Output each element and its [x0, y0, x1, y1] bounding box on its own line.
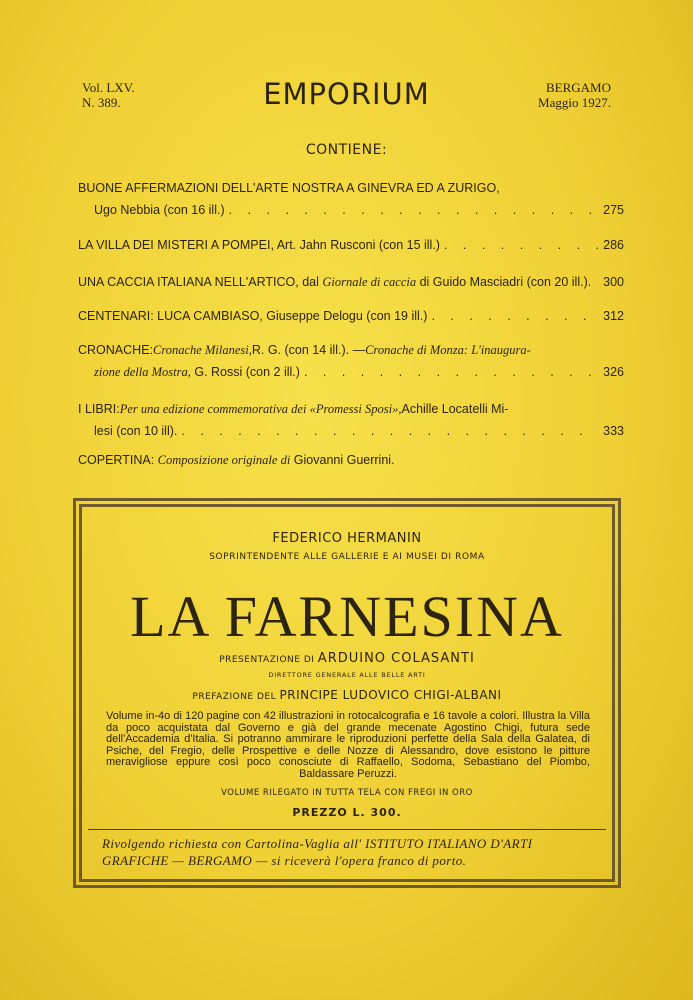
- cover-italic: Composizione originale di: [157, 453, 291, 467]
- cover-label: COPERTINA:: [78, 453, 155, 467]
- volume: Vol. LXV.: [82, 80, 135, 95]
- ad-description: Volume in-4o di 120 pagine con 42 illustrazioni in rotocalcografia e 16 tavole a colori. Illustra la Villa da poco acquistata dal Governo e già del grande mecenate Agostino Chigi, futura sede dell'Accademia d'Italia. Si potranno ammirare le riproduzioni perfette della Sala della Galatea, di Psiche, del Fregio, delle Prospettive e delle Nozze di Alessandro, dove esistono le pitture meravigliose eppure così poco conosciute di Raffaello, Sodoma, Sebastiano del Piombo, Baldassare Peruzzi.: [106, 710, 590, 780]
- toc-page-number: 326: [603, 365, 624, 379]
- cover-credit: [78, 449, 624, 471]
- toc-entry-4: [78, 305, 624, 327]
- toc-page-number: 286: [603, 238, 624, 252]
- contents-heading: CONTIENE:: [305, 142, 388, 158]
- leader-dots: [304, 361, 598, 383]
- ad-binding: VOLUME RILEGATO IN TUTTA TELA CON FREGI IN ORO: [221, 788, 473, 798]
- ad-order-info: Rivolgendo richiesta con Cartolina-Vaglia all' ISTITUTO ITALIANO D'ARTI GRAFICHE — BERGAMO — si riceverà l'opera franco di porto.: [102, 836, 533, 868]
- toc-entry-3-post: di Guido Masciadri (con 20 ill.).: [419, 275, 592, 289]
- toc-entry-3-text: [78, 271, 602, 293]
- toc-entry-5-rest: G. Rossi (con 2 ill.): [194, 365, 300, 379]
- ad-author: FEDERICO HERMANIN: [272, 531, 422, 546]
- toc-entry-4-text: CENTENARI: LUCA CAMBIASO, Giuseppe Delogu (con 19 ill.): [78, 309, 428, 323]
- toc-page-number: 333: [603, 424, 624, 438]
- toc-entry-3: [78, 271, 624, 293]
- toc-page-number: 312: [603, 309, 624, 323]
- toc-entry-5-label: CRONACHE:: [78, 343, 154, 357]
- ad-book-title: LA FARNESINA: [130, 584, 564, 649]
- toc-entry-6-rest: lesi (con 10 ill).: [94, 424, 178, 438]
- leader-dots: [229, 199, 598, 221]
- book-advertisement: [73, 498, 621, 888]
- toc-entry-5-italic-3: zione della Mostra,: [94, 365, 191, 379]
- ad-presenter-role: DIRETTORE GENERALE ALLE BELLE ARTI: [268, 671, 426, 679]
- toc-entry-5: [78, 339, 624, 383]
- leader-dots: [444, 234, 598, 256]
- ad-price: PREZZO L. 300.: [292, 806, 402, 819]
- toc-entry-5-mid: R. G. (con 14 ill.). —: [251, 343, 366, 357]
- ad-content: [88, 513, 606, 873]
- issue-number: N. 389.: [82, 95, 121, 110]
- ad-divider: [88, 829, 606, 830]
- toc-entry-6: [78, 398, 624, 442]
- toc-entry-6-line1: [78, 398, 624, 420]
- toc-entry-2-text: LA VILLA DEI MISTERI A POMPEI, Art. Jahn Rusconi (con 15 ill.): [78, 238, 440, 252]
- toc-entry-5-italic-2: Cronache di Monza: L'inaugura-: [365, 343, 531, 357]
- ad-author-office: SOPRINTENDENTE ALLE GALLERIE E AI MUSEI DI ROMA: [209, 552, 485, 562]
- ad-preface-name: PRINCIPE LUDOVICO CHIGI-ALBANI: [279, 688, 502, 702]
- toc-entry-6-italic: Per una edizione commemorativa dei «Promessi Sposi»,: [119, 402, 402, 416]
- toc-entry-5-line1: [78, 339, 624, 361]
- toc-entry-1: [78, 177, 624, 221]
- cover-artist: Giovanni Guerrini.: [293, 453, 395, 467]
- toc-page-number: 275: [603, 203, 624, 217]
- toc-entry-6-label: I LIBRI:: [78, 402, 120, 416]
- ad-presentation-name: ARDUINO COLASANTI: [317, 651, 475, 666]
- toc-page-number: 300: [603, 275, 624, 289]
- ad-presentation-label: PRESENTAZIONE DI: [219, 655, 315, 665]
- ad-presentation: [88, 651, 606, 666]
- place-date: [538, 80, 611, 110]
- ad-preface-label: PREFAZIONE DEL: [192, 692, 277, 702]
- leader-dots: [431, 305, 598, 327]
- toc-entry-1-author: Ugo Nebbia (con 16 ill.): [94, 203, 225, 217]
- toc-entry-5-italic-1: Cronache Milanesi,: [153, 343, 252, 357]
- toc-entry-3-italic: Giornale di caccia: [322, 275, 417, 289]
- leader-dots: [181, 420, 598, 442]
- toc-entry-6-mid: Achille Locatelli Mi-: [401, 402, 509, 416]
- magazine-title: EMPORIUM: [263, 77, 430, 111]
- city: BERGAMO: [545, 80, 611, 95]
- toc-entry-3-pre: UNA CACCIA ITALIANA NELL'ARTICO, dal: [78, 275, 319, 289]
- issue-date: Maggio 1927.: [538, 95, 611, 110]
- ad-preface: [88, 688, 606, 702]
- toc-entry-1-line1: BUONE AFFERMAZIONI DELL'ARTE NOSTRA A GINEVRA ED A ZURIGO,: [78, 181, 500, 195]
- toc-entry-2: [78, 234, 624, 256]
